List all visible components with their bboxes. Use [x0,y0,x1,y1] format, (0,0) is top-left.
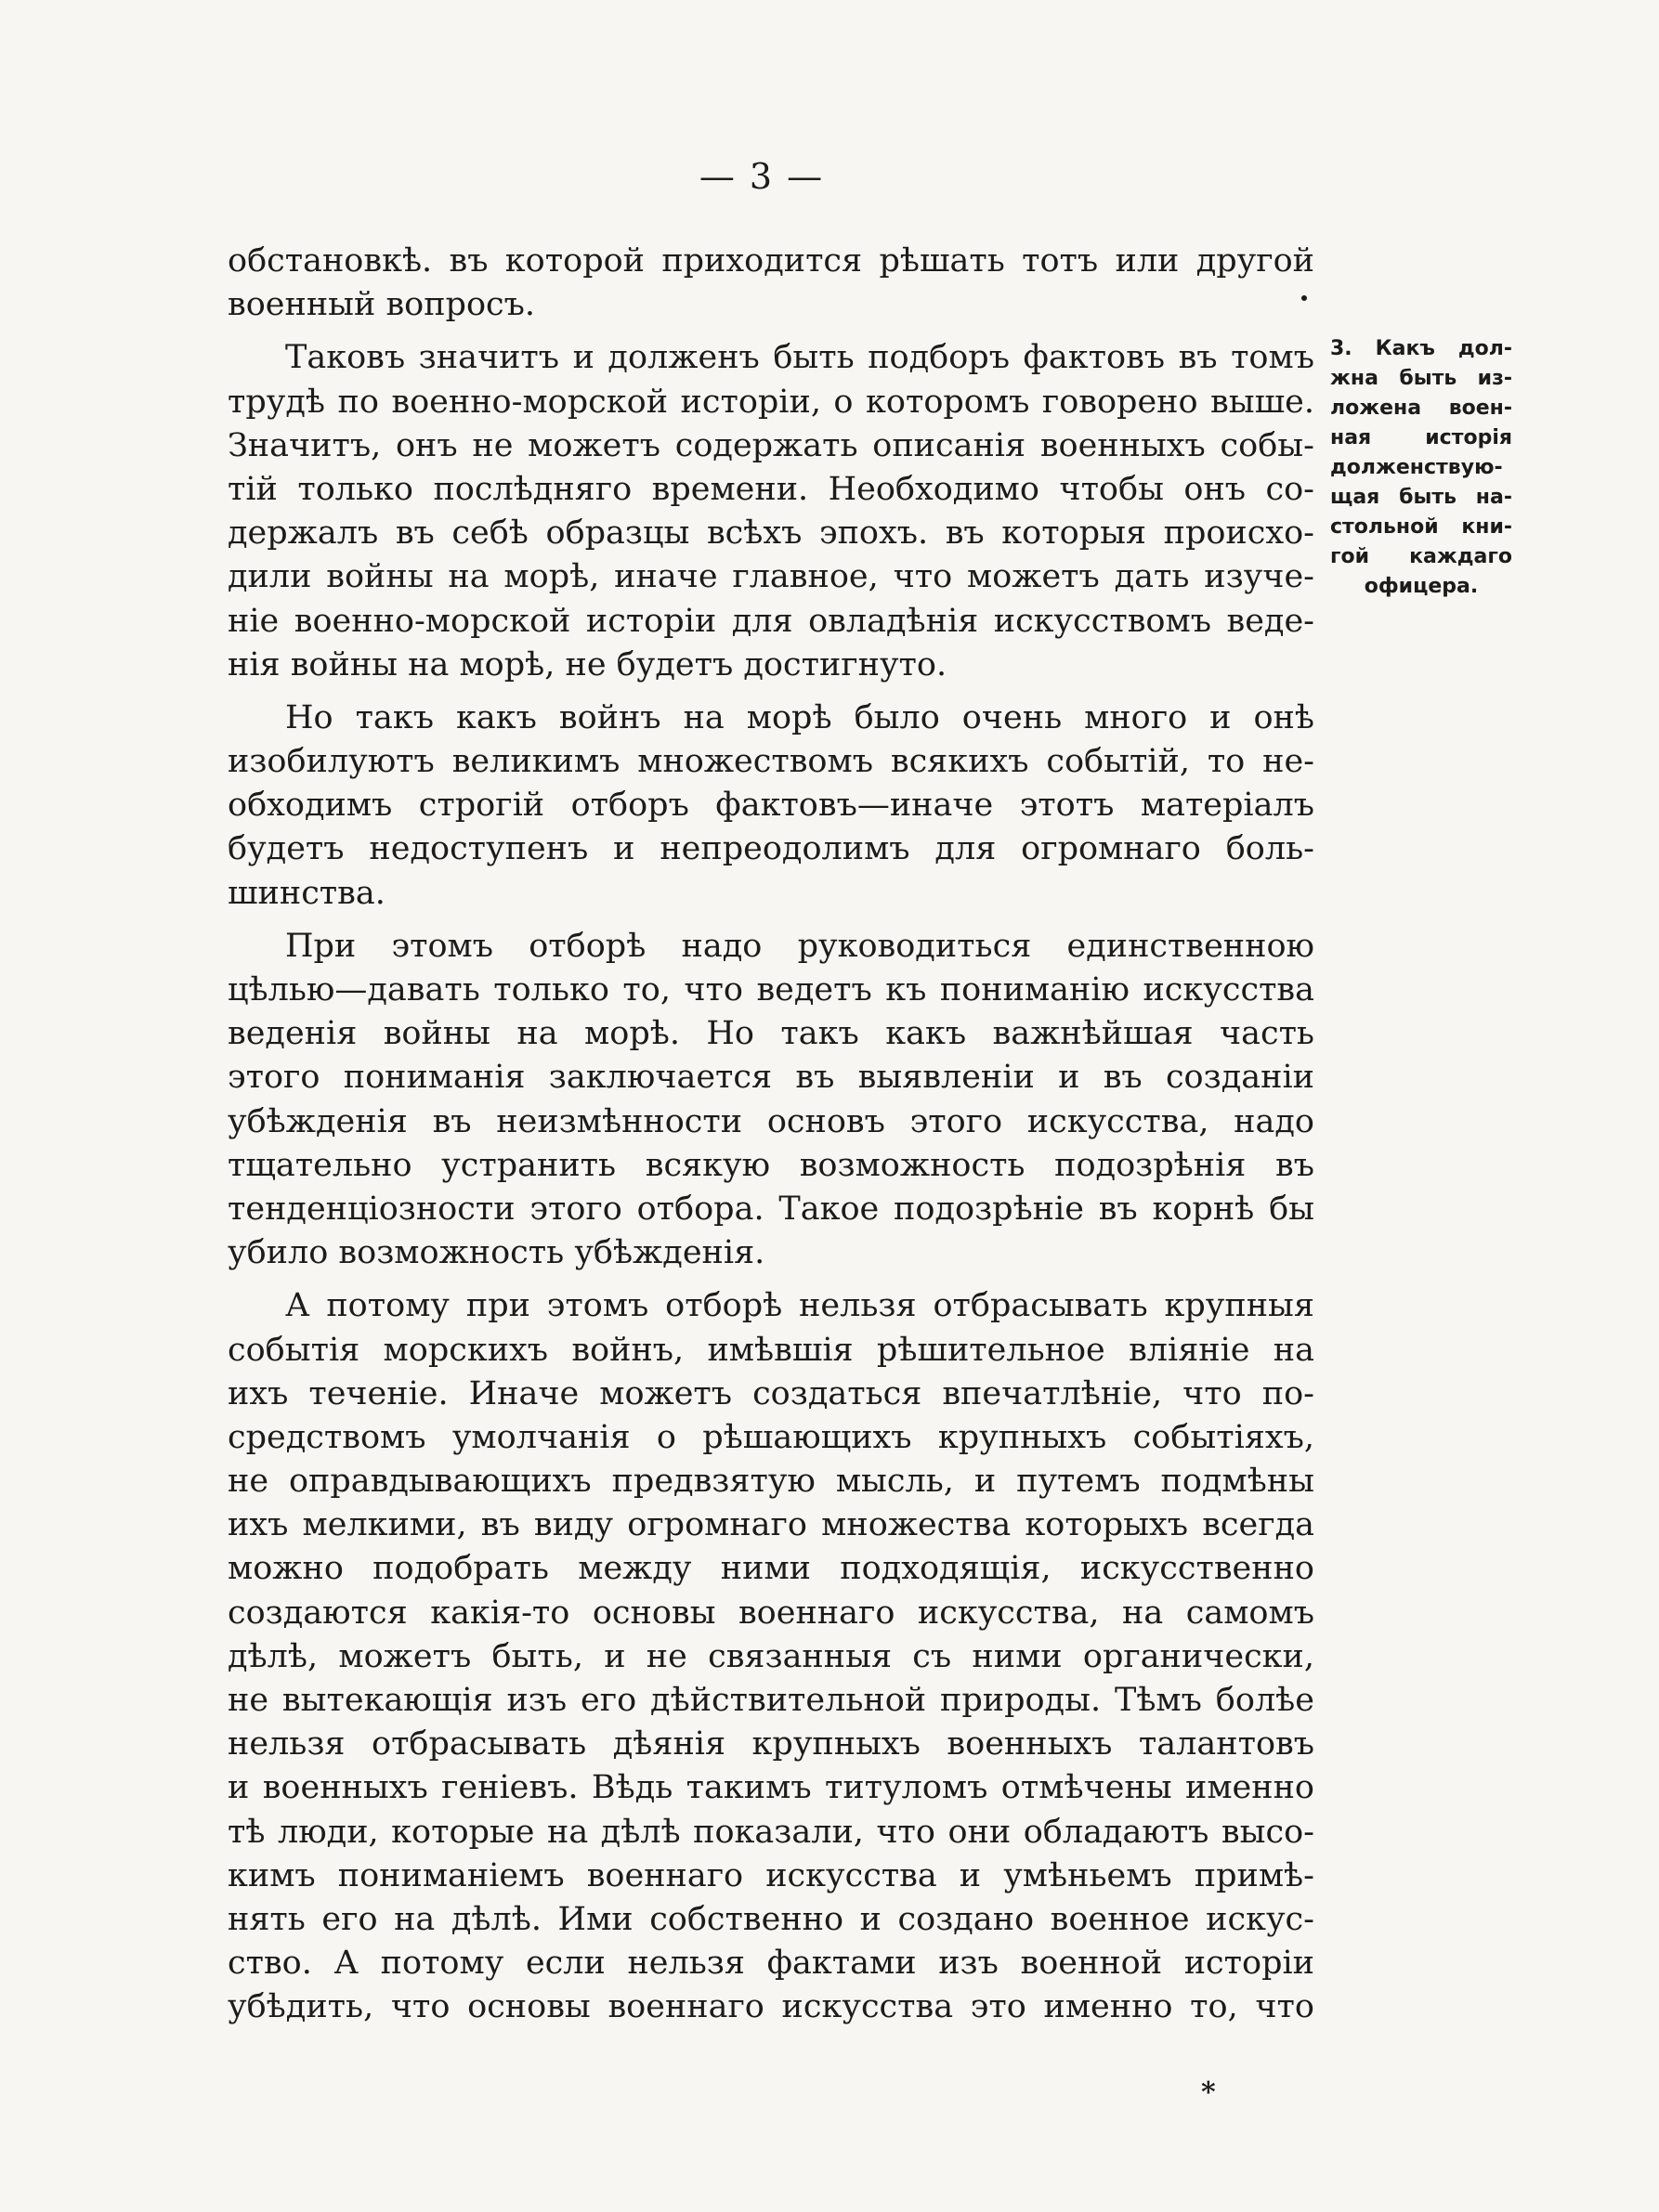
text-line: можно подобрать между ними подходящія, искусственно [228,1550,1314,1588]
text-line: обстановкѣ. въ которой приходится рѣшать тотъ или другой [228,242,1314,280]
margin-note [1330,334,1512,602]
text-line: шинства. [228,874,385,912]
text-line: не оправдывающихъ предвзятую мысль, и путемъ подмѣны [228,1463,1314,1501]
text-line: изобилуютъ великимъ множествомъ всякихъ событій, то не- [228,743,1314,781]
margin-note-line: гой каждаго [1330,545,1512,568]
text-line: Но такъ какъ войнъ на морѣ было очень много и онѣ [285,698,1314,736]
text-line: дѣлѣ, можетъ быть, и не связанныя съ ними органически, [228,1637,1314,1675]
text-line: тенденціозности этого отбора. Такое подозрѣніе въ корнѣ бы [228,1190,1314,1228]
text-line: Таковъ значитъ и долженъ быть подборъ фактовъ въ томъ [285,339,1314,377]
margin-note-line: ложена воен- [1330,397,1512,420]
text-line: убило возможность убѣжденія. [228,1234,765,1272]
text-line: этого пониманія заключается въ выявленіи и въ созданіи [228,1059,1314,1097]
text-line: дили войны на морѣ, иначе главное, что можетъ дать изуче- [228,558,1314,596]
margin-note-line: щая быть на- [1330,486,1512,509]
text-line: тщательно устранить всякую возможность подозрѣнія въ [228,1146,1314,1184]
text-line: держалъ въ себѣ образцы всѣхъ эпохъ. въ которыя происхо- [228,514,1314,553]
margin-note-line: жна быть из- [1330,367,1512,390]
text-line: военный вопросъ. [228,286,536,324]
text-line: тѣ люди, которые на дѣлѣ показали, что они обладаютъ высо- [228,1813,1314,1851]
text-line: обходимъ строгій отборъ фактовъ—иначе этотъ матеріалъ [228,787,1314,825]
text-line: кимъ пониманіемъ военнаго искусства и умѣньемъ примѣ- [228,1856,1314,1894]
text-line: нія войны на морѣ, не будетъ достигнуто. [228,645,947,683]
text-line: ніе военно-морской исторіи для овладѣнія искусствомъ веде- [228,602,1314,640]
body-text [228,240,1314,2030]
text-line: А потому при этомъ отборѣ нельзя отбрасывать крупныя [285,1287,1314,1325]
text-line: будетъ недоступенъ и непреодолимъ для огромнаго боль- [228,830,1314,868]
text-line: При этомъ отборѣ надо руководиться единственною [285,927,1314,965]
text-line: нять его на дѣлѣ. Ими собственно и создано военное искус- [228,1900,1314,1938]
signature-mark: * [1201,2076,1216,2109]
text-line: и военныхъ геніевъ. Вѣдь такимъ титуломъ отмѣчены именно [228,1769,1314,1807]
printer-dot-mark [1301,295,1307,301]
text-line: нельзя отбрасывать дѣянія крупныхъ военныхъ талантовъ [228,1725,1314,1763]
text-line: тій только послѣдняго времени. Необходимо чтобы онъ со- [228,470,1314,508]
text-line: цѣлью—давать только то, что ведетъ къ пониманію искусства [228,971,1314,1008]
text-line: событія морскихъ войнъ, имѣвшія рѣшительное вліяніе на [228,1331,1314,1369]
page-number: — 3 — [699,156,825,197]
margin-note-line: долженствую- [1330,456,1503,479]
margin-note-line: ная исторія [1330,426,1512,449]
text-line: Значитъ, онъ не можетъ содержать описанія военныхъ собы- [228,426,1314,464]
text-line: трудѣ по военно-морской исторіи, о которомъ говорено выше. [228,383,1314,421]
text-line: убѣдить, что основы военнаго искусства это именно то, что [228,1988,1314,2026]
text-line: средствомъ умолчанія о рѣшающихъ крупныхъ событіяхъ, [228,1418,1314,1456]
text-line: создаются какія-то основы военнаго искусства, на самомъ [228,1594,1314,1632]
margin-note-line: офицера. [1364,575,1479,598]
text-line: не вытекающія изъ его дѣйствительной природы. Тѣмъ болѣе [228,1682,1314,1719]
text-line: ихъ мелкими, въ виду огромнаго множества которыхъ всегда [228,1506,1314,1544]
text-line: веденія войны на морѣ. Но такъ какъ важнѣйшая часть [228,1015,1314,1053]
text-line: убѣжденія въ неизмѣнности основъ этого искусства, надо [228,1102,1314,1140]
margin-note-line: стольной кни- [1330,515,1512,539]
text-line: ихъ теченіе. Иначе можетъ создаться впечатлѣніе, что по- [228,1374,1314,1412]
margin-note-line: 3. Какъ дол- [1330,337,1512,360]
text-line: ство. А потому если нельзя фактами изъ военной исторіи [228,1945,1314,1983]
